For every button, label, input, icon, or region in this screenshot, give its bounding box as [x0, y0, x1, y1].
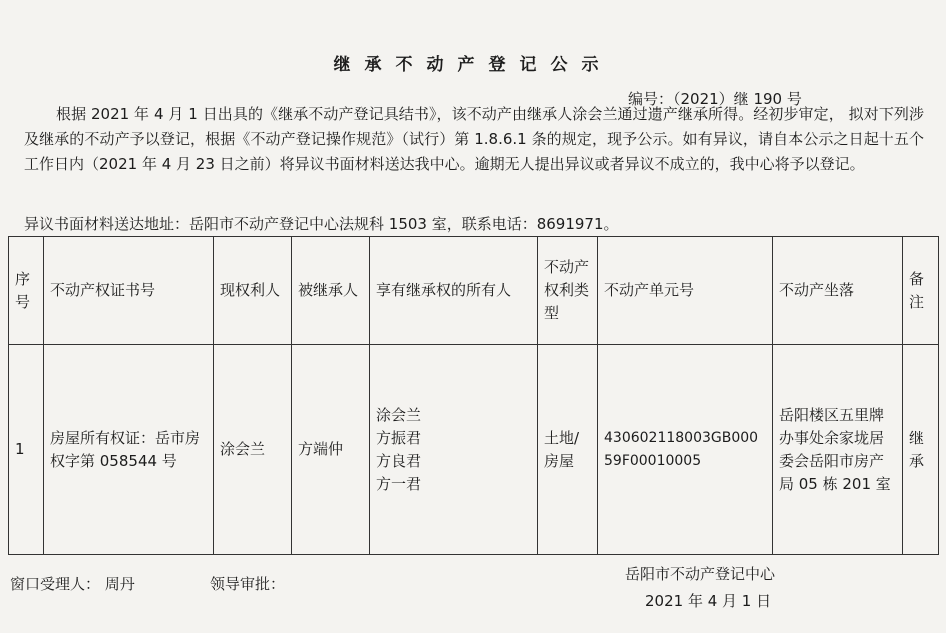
table-header-row — [9, 237, 939, 345]
header-right-type: 不动产权利类型 — [538, 237, 598, 345]
cell-seq: 1 — [9, 345, 44, 555]
property-table — [8, 236, 939, 555]
table-row — [9, 345, 939, 555]
heir-name: 方振君 — [376, 428, 422, 447]
cell-remark: 继承 — [903, 345, 939, 555]
header-decedent: 被继承人 — [292, 237, 370, 345]
heir-name: 方一君 — [376, 474, 422, 493]
header-unit-no: 不动产单元号 — [598, 237, 773, 345]
document-number: 编号：（2021）继 190 号 — [628, 90, 802, 108]
cell-right-type: 土地/房屋 — [538, 345, 598, 555]
objection-address: 异议书面材料送达地址：岳阳市不动产登记中心法规科 1503 室，联系电话：8691971。 — [24, 215, 619, 233]
cell-unit-no: 430602118003GB00059F00010005 — [598, 345, 773, 555]
window-clerk: 窗口受理人： 周丹 — [10, 575, 135, 593]
header-current-owner: 现权利人 — [214, 237, 292, 345]
issue-date: 2021 年 4 月 1 日 — [645, 592, 772, 610]
cell-heirs — [370, 345, 538, 555]
heir-name: 方良君 — [376, 451, 422, 470]
notice-body — [24, 102, 924, 177]
header-cert-no: 不动产权证书号 — [44, 237, 214, 345]
header-remark: 备注 — [903, 237, 939, 345]
notice-paragraph: 根据 2021 年 4 月 1 日出具的《继承不动产登记具结书》，该不动产由继承人涂会兰通过遗产继承所得。经初步审定， 拟对下列涉及继承的不动产予以登记，根据《不动产登记操作规范》（试行）第 1.8.6.1 条的规定，现予公示。如有异议，请自本公示之日起十五个工作日内（2021 年 4 月 23 日之前）将异议书面材料送达我中心。逾期无人提出异议或者异议不成立的，我中心将予以登记。 — [24, 105, 924, 173]
page-title: 继承不动产登记公示 — [333, 55, 613, 75]
header-heirs: 享有继承权的所有人 — [370, 237, 538, 345]
leader-review: 领导审批： — [210, 575, 286, 593]
cell-cert-no: 房屋所有权证：岳市房权字第 058544 号 — [44, 345, 214, 555]
header-location: 不动产坐落 — [773, 237, 903, 345]
header-seq: 序号 — [9, 237, 44, 345]
cell-decedent: 方端仲 — [292, 345, 370, 555]
cell-location: 岳阳楼区五里牌办事处余家垅居委会岳阳市房产局 05 栋 201 室 — [773, 345, 903, 555]
cell-current-owner: 涂会兰 — [214, 345, 292, 555]
heir-name: 涂会兰 — [376, 405, 422, 424]
issuing-organization: 岳阳市不动产登记中心 — [625, 565, 776, 583]
